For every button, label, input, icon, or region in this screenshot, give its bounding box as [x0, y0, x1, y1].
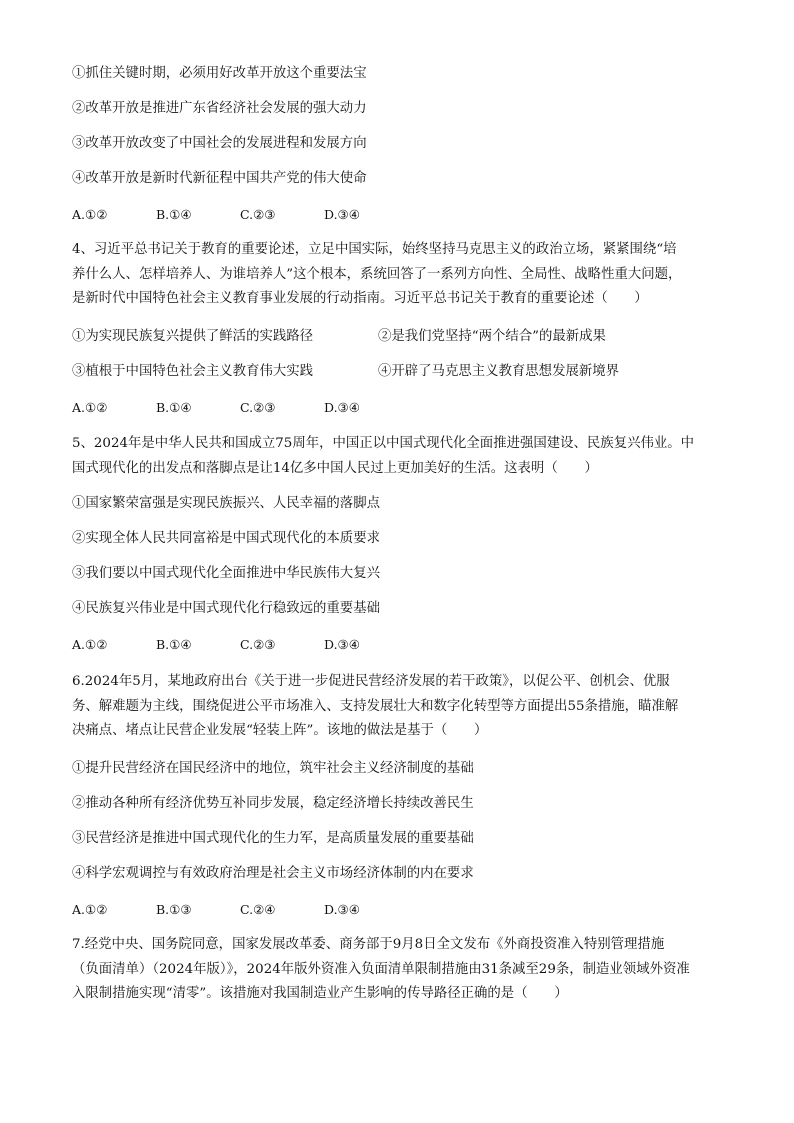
q5-option-1: ①国家繁荣富强是实现民族振兴、人民幸福的落脚点 — [72, 496, 380, 511]
q4-stem-line-1: 4、习近平总书记关于教育的重要论述，立足中国实际，始终坚持马克思主义的政治立场，紧紧围绕“培 — [72, 242, 677, 257]
q4-choice-a: A.①② — [72, 400, 108, 415]
q7-stem — [72, 933, 722, 1007]
q3-choices — [72, 205, 360, 225]
q4-stem-line-3: 是新时代中国特色社会主义教育事业发展的行动指南。习近平总书记关于教育的重要论述（ ） — [72, 291, 648, 306]
q6-stem-line-2: 务、解难题为主线，围绕促进公平市场准入、支持发展壮大和数字化转型等方面提出55条措施，瞄准解 — [72, 698, 679, 714]
q7-stem-line-2: （负面清单）（2024年版）》，2024年版外资准入负面清单限制措施由31条减至29条，制造业领域外资准 — [72, 961, 690, 977]
q6-option-3: ③民营经济是推进中国式现代化的生力军，是高质量发展的重要基础 — [72, 831, 474, 846]
q6-choices — [72, 900, 360, 920]
q6-option-4: ④科学宏观调控与有效政府治理是社会主义市场经济体制的内在要求 — [72, 866, 474, 881]
q5-choice-d: D.③④ — [324, 637, 360, 652]
q6-choice-d: D.③④ — [324, 902, 360, 917]
q5-option-2: ②实现全体人民共同富裕是中国式现代化的本质要求 — [72, 531, 380, 546]
q3-option-4: ④改革开放是新时代新征程中国共产党的伟大使命 — [72, 171, 367, 186]
q7-stem-line-3: 入限制措施实现“清零”。该措施对我国制造业产生影响的传导路径正确的是（ ） — [72, 986, 568, 1001]
q3-option-2: ②改革开放是推进广东省经济社会发展的强大动力 — [72, 101, 367, 116]
q3-choice-d: D.③④ — [324, 207, 360, 222]
q6-option-1: ①提升民营经济在国民经济中的地位，筑牢社会主义经济制度的基础 — [72, 761, 474, 776]
q4-choice-c: C.②③ — [240, 400, 276, 415]
q6-choice-a: A.①② — [72, 902, 108, 917]
q3-option-3: ③改革开放改变了中国社会的发展进程和发展方向 — [72, 136, 367, 151]
q3-choice-c: C.②③ — [240, 207, 276, 222]
q3-choice-a: A.①② — [72, 207, 108, 222]
q4-option-2: ②是我们党坚持“两个结合”的最新成果 — [378, 329, 606, 344]
q5-stem-line-1: 5、2024年是中华人民共和国成立75周年，中国正以中国式现代化全面推进强国建设、民族复兴伟业。中 — [72, 436, 695, 451]
q5-stem-line-2: 国式现代化的出发点和落脚点是让14亿多中国人民过上更加美好的生活。这表明（ ） — [72, 460, 598, 476]
q5-choice-a: A.①② — [72, 637, 108, 652]
q4-options-row-1 — [72, 327, 606, 347]
q5-option-3: ③我们要以中国式现代化全面推进中华民族伟大复兴 — [72, 566, 380, 581]
q6-choice-b: B.①③ — [156, 902, 192, 917]
q6-choice-c: C.②④ — [240, 902, 276, 917]
q4-choice-d: D.③④ — [324, 400, 360, 415]
q4-choices — [72, 398, 360, 418]
q6-stem-line-3: 决痛点、堵点让民营企业发展“轻装上阵”。该地的做法是基于（ ） — [72, 723, 488, 738]
q5-option-4: ④民族复兴伟业是中国式现代化行稳致远的重要基础 — [72, 601, 380, 616]
q4-stem-line-2: 养什么人、怎样培养人、为谁培养人”这个根本，系统回答了一系列方向性、全局性、战略性重大问题， — [72, 266, 682, 282]
q6-option-2: ②推动各种所有经济优势互补同步发展，稳定经济增长持续改善民生 — [72, 796, 474, 811]
q6-stem-line-1: 6.2024年5月，某地政府出台《关于进一步促进民营经济发展的若干政策》，以促公平、创机会、优服 — [72, 674, 670, 689]
q4-stem — [72, 238, 722, 312]
q3-option-1: ①抓住关键时期，必须用好改革开放这个重要法宝 — [72, 66, 367, 81]
q4-option-4: ④开辟了马克思主义教育思想发展新境界 — [378, 364, 620, 379]
q5-choice-b: B.①④ — [156, 637, 192, 652]
q5-stem — [72, 432, 722, 481]
q4-option-1: ①为实现民族复兴提供了鲜活的实践路径 — [72, 329, 314, 344]
q7-stem-line-1: 7.经党中央、国务院同意，国家发展改革委、商务部于9月8日全文发布《外商投资准入特别管理措施 — [72, 937, 665, 952]
q5-choices — [72, 635, 360, 655]
q4-choice-b: B.①④ — [156, 400, 192, 415]
q4-option-3: ③植根于中国特色社会主义教育伟大实践 — [72, 364, 314, 379]
q3-choice-b: B.①④ — [156, 207, 192, 222]
q5-choice-c: C.②③ — [240, 637, 276, 652]
q6-stem — [72, 670, 722, 744]
q4-options-row-2 — [72, 362, 620, 382]
